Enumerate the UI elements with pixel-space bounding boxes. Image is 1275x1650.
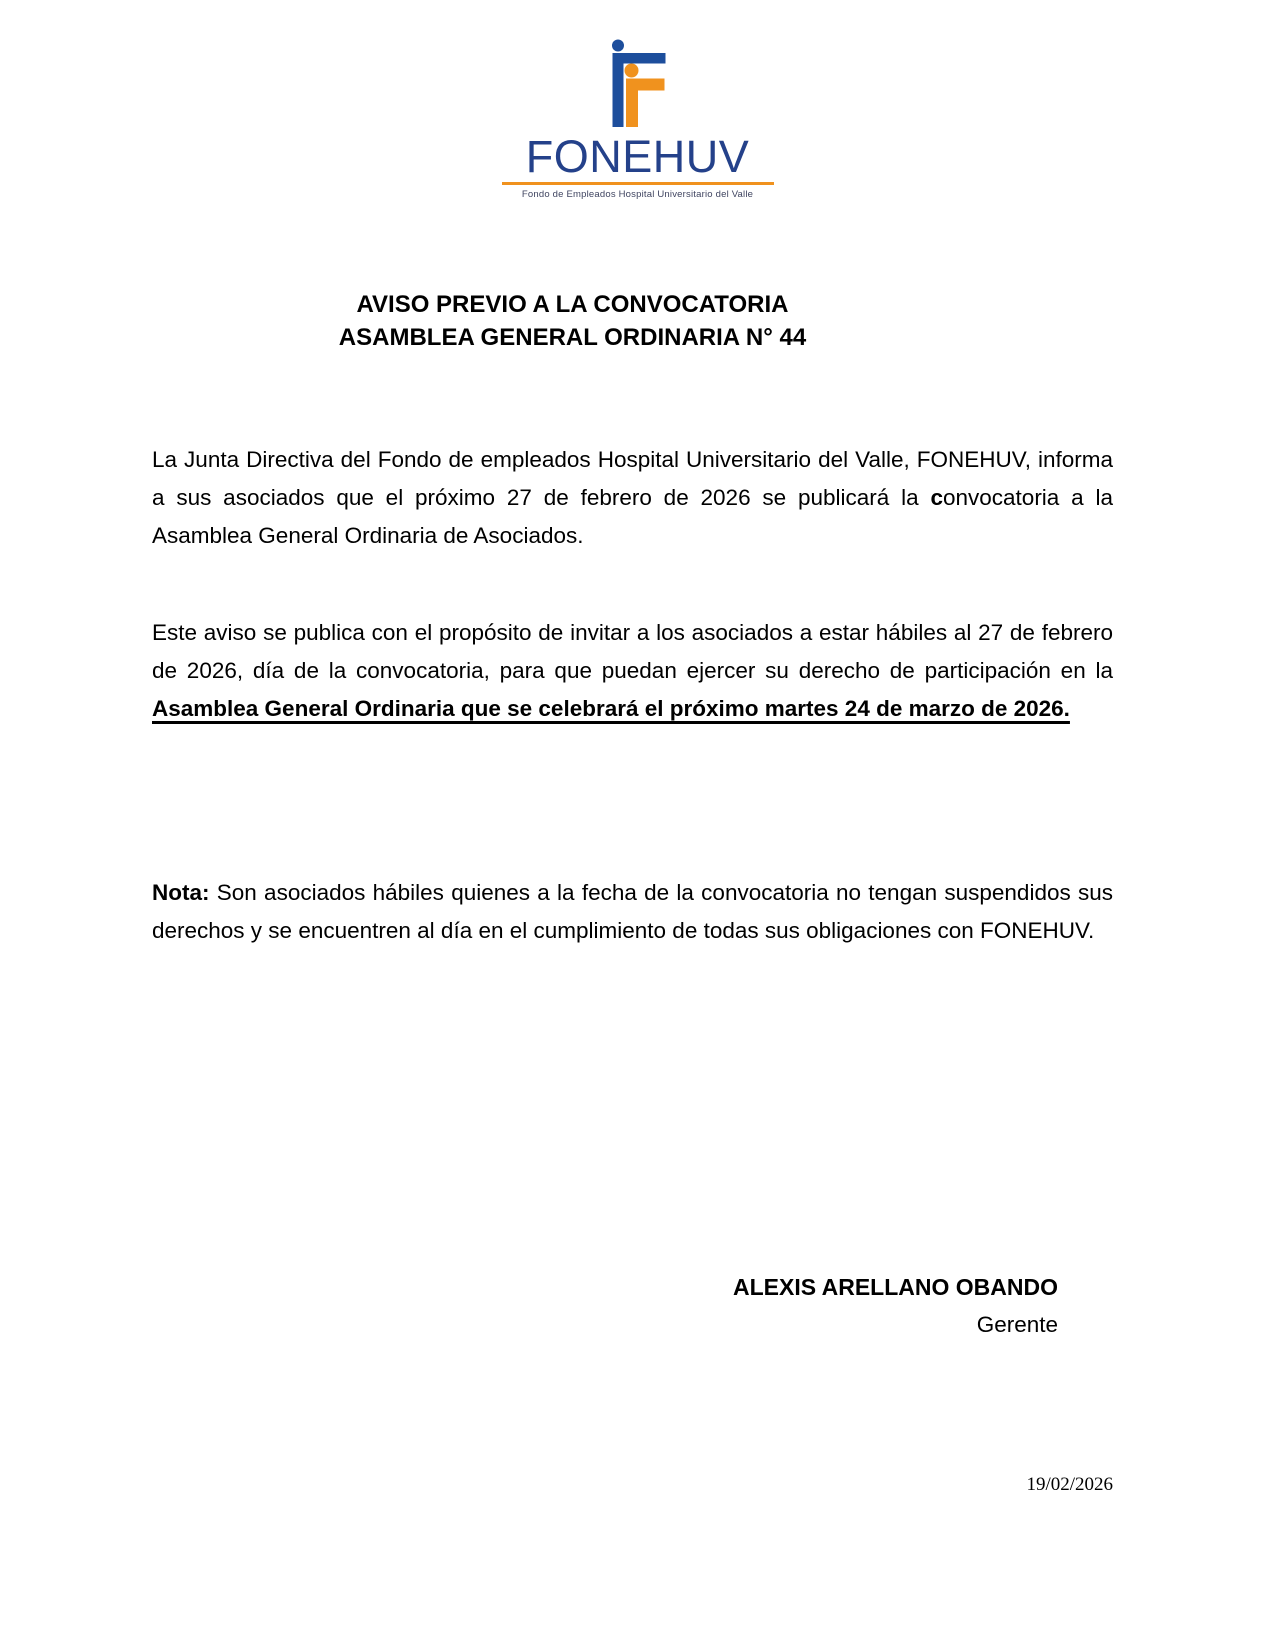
p3-text: Son asociados hábiles quienes a la fecha de la convocatoria no tengan suspendidos sus derechos y se encuentren al día en el cumplimiento de todas sus obligaciones con FONEHUV. — [152, 880, 1113, 943]
p2-assembly-date-emphasis: Asamblea General Ordinaria que se celebrará el próximo martes 24 de marzo de 2026. — [152, 696, 1070, 721]
logo-tagline: Fondo de Empleados Hospital Universitario del Valle — [521, 189, 754, 200]
logo-underline — [502, 182, 774, 185]
notice-title-line2: ASAMBLEA GENERAL ORDINARIA N° 44 — [338, 324, 807, 351]
signature-name: ALEXIS ARELLANO OBANDO — [733, 1274, 1058, 1300]
signature-role: Gerente — [976, 1312, 1058, 1337]
notice-title — [152, 288, 1113, 354]
p1-text-end: onvocatoria a la Asamblea General Ordinaria de Asociados. — [152, 485, 1113, 548]
paragraph-announcement — [152, 441, 1113, 555]
fonehuv-logo — [438, 38, 838, 200]
signature-block — [733, 1269, 1058, 1343]
fonehuv-logo-icon — [609, 38, 667, 130]
p1-bold-letter: c — [930, 485, 943, 510]
logo-wordmark: FONEHUV — [525, 131, 750, 182]
p2-text: Este aviso se publica con el propósito de invitar a los asociados a estar hábiles al 27 de febrero de 2026, día de la convocatoria, para que puedan ejercer su derecho de participación en la — [152, 620, 1113, 683]
notice-title-line1: AVISO PREVIO A LA CONVOCATORIA — [356, 291, 789, 318]
paragraph-purpose — [152, 614, 1113, 728]
p1-text-start: La Junta Directiva del Fondo de empleados Hospital Universitario del Valle, FONEHUV, informa a sus asociados que el próximo 27 de febrero de 2026 se publicará la — [152, 447, 1113, 510]
document-date: 19/02/2026 — [1026, 1474, 1113, 1495]
paragraph-note — [152, 874, 1113, 950]
p3-note-label: Nota: — [152, 880, 210, 905]
